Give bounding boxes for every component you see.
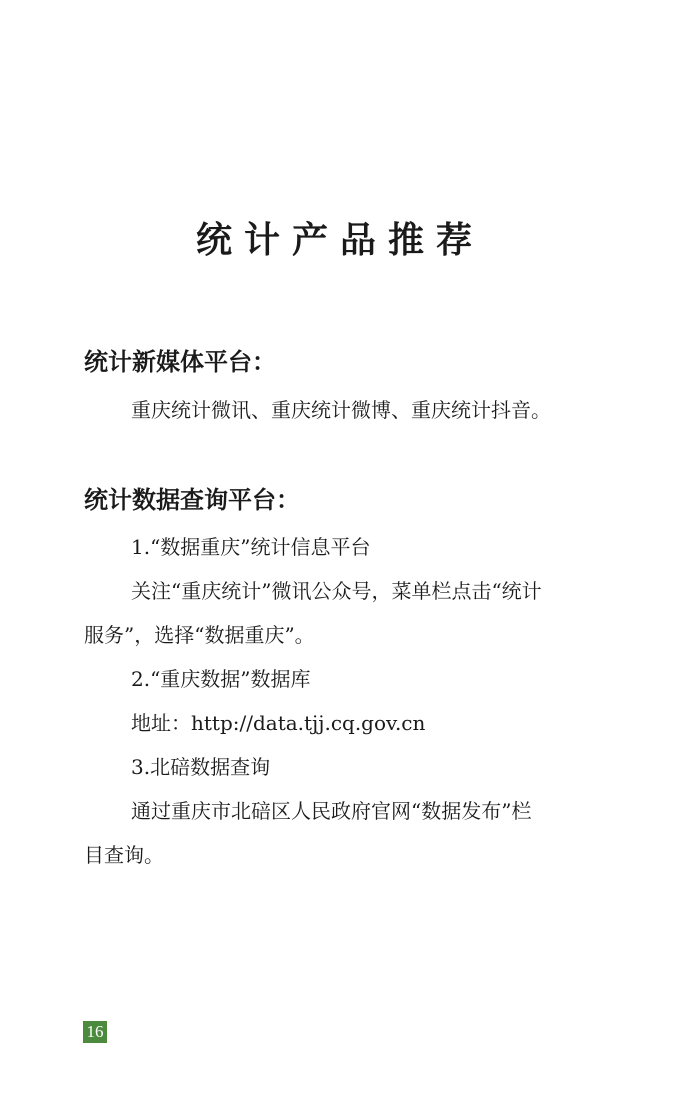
section-heading-data-query: 统计数据查询平台： — [84, 486, 300, 514]
page-title: 统计产品推荐 — [195, 220, 484, 261]
item-2-address: 地址：http://data.tjj.cq.gov.cn — [131, 711, 426, 735]
section-heading-new-media: 统计新媒体平台： — [84, 348, 276, 376]
item-3-description-line-2: 目查询。 — [84, 843, 164, 867]
item-2-title: 2.“重庆数据”数据库 — [131, 667, 311, 691]
new-media-platforms-text: 重庆统计微讯、重庆统计微博、重庆统计抖音。 — [131, 398, 551, 422]
page-number-badge: 16 — [83, 1021, 107, 1043]
item-1-description-line-1: 关注“重庆统计”微讯公众号，菜单栏点击“统计 — [131, 579, 542, 603]
item-3-description-line-1: 通过重庆市北碚区人民政府官网“数据发布”栏 — [131, 799, 532, 823]
item-1-description-line-2: 服务”，选择“数据重庆”。 — [84, 623, 315, 647]
item-1-title: 1.“数据重庆”统计信息平台 — [131, 535, 371, 559]
item-3-title: 3.北碚数据查询 — [131, 755, 271, 779]
